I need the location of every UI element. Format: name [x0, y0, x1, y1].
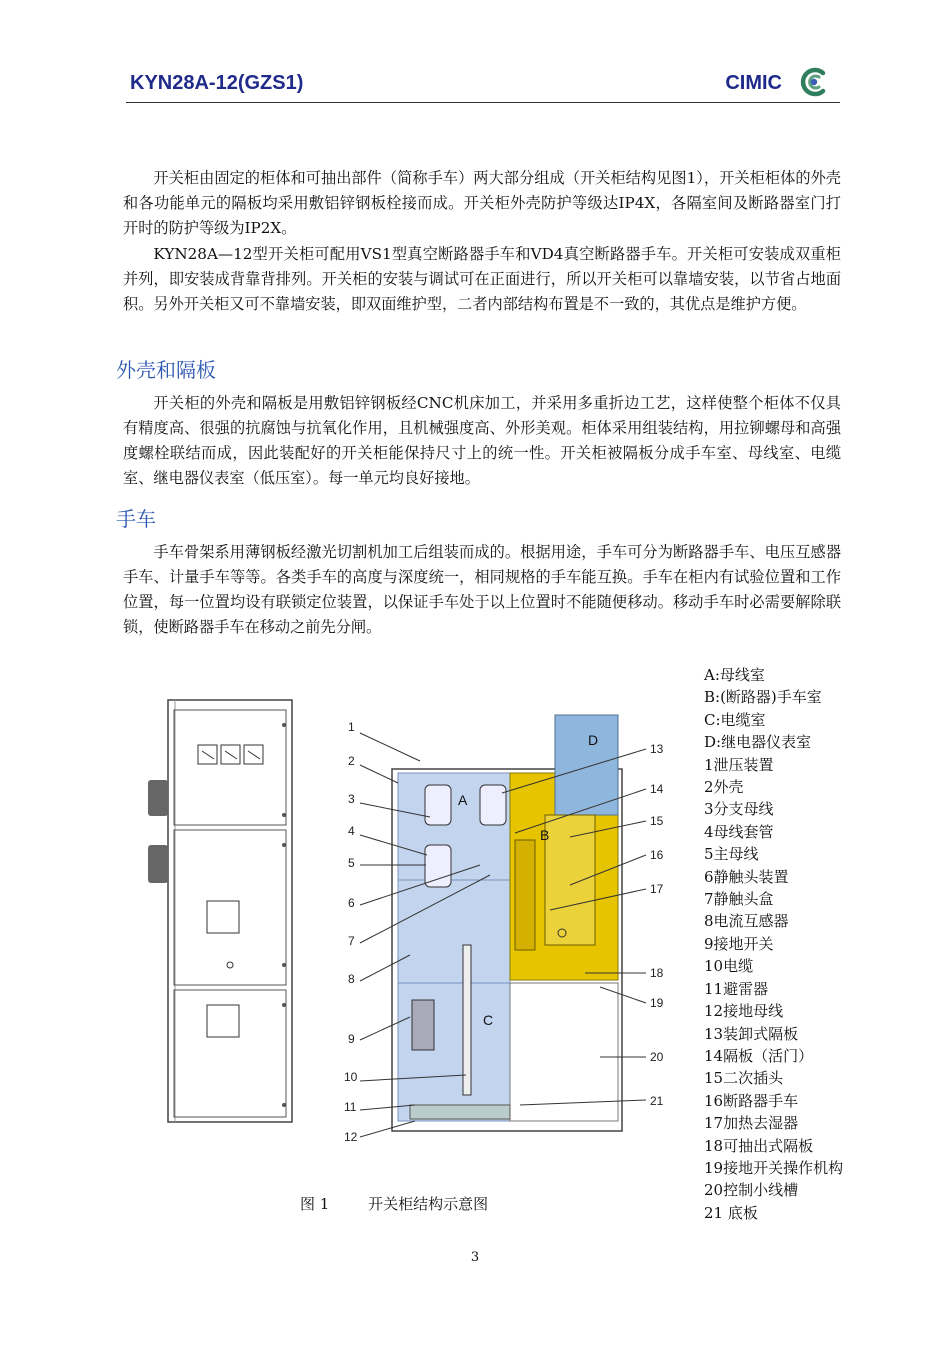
callout-14: 14 — [650, 782, 664, 796]
callout-8: 8 — [348, 972, 355, 986]
legend-item: 3分支母线 — [704, 800, 774, 819]
legend-item: 15二次插头 — [704, 1069, 784, 1088]
zone-label-d: D — [588, 732, 599, 748]
legend-item: 18可抽出式隔板 — [704, 1136, 814, 1155]
legend-item: 21 底板 — [704, 1203, 758, 1222]
callout-3: 3 — [348, 792, 355, 806]
figure-legend — [704, 664, 904, 1224]
legend-item: 19接地开关操作机构 — [704, 1158, 844, 1177]
callout-12: 12 — [344, 1130, 358, 1144]
legend-item: 2外壳 — [704, 778, 744, 797]
callout-18: 18 — [650, 966, 664, 980]
legend-item: 5主母线 — [704, 845, 759, 864]
callout-10: 10 — [344, 1070, 358, 1084]
brand-name: CIMIC — [725, 72, 782, 94]
legend-item: 17加热去湿器 — [704, 1114, 799, 1133]
legend-item: 4母线套管 — [704, 822, 774, 841]
legend-item: B:(断路器)手车室 — [704, 688, 822, 707]
cabinet-section-view — [392, 715, 622, 1131]
document-model-id: KYN28A-12(GZS1) — [130, 72, 304, 94]
callout-11: 11 — [344, 1100, 357, 1114]
page-header — [126, 62, 840, 103]
callout-17: 17 — [650, 882, 664, 896]
figure-caption — [300, 1193, 522, 1214]
figure-caption-label: 图 1 — [300, 1195, 330, 1213]
callout-21: 21 — [650, 1094, 664, 1108]
legend-item: 10电缆 — [704, 957, 754, 976]
legend-item: 20控制小线槽 — [704, 1181, 799, 1200]
callout-5: 5 — [348, 856, 355, 870]
legend-item: 9接地开关 — [704, 934, 774, 953]
callout-15: 15 — [650, 814, 664, 828]
zone-label-b: B — [540, 827, 550, 843]
legend-item: 6静触头装置 — [704, 867, 789, 886]
legend-item: 7静触头盒 — [704, 890, 774, 909]
page-number: 3 — [470, 1250, 480, 1265]
legend-item: 16断路器手车 — [704, 1091, 799, 1110]
legend-item: A:母线室 — [704, 666, 765, 684]
callout-13: 13 — [650, 742, 664, 756]
section-heading-enclosure: 外壳和隔板 — [116, 358, 216, 382]
legend-item: 8电流互感器 — [704, 912, 789, 931]
callout-20: 20 — [650, 1050, 664, 1064]
callout-1: 1 — [348, 720, 355, 734]
cabinet-front-view — [148, 700, 292, 1122]
section-heading-truck: 手车 — [116, 507, 156, 531]
legend-item: 13装卸式隔板 — [704, 1024, 799, 1043]
configuration-paragraph: KYN28A—12型开关柜可配用VS1型真空断路器手车和VD4真空断路器手车。开关柜可安装成双重柜并列，即安装成背靠背排列。开关柜的安装与调试可在正面进行，所以开关柜可以靠墙安装，以节省占地面积。另外开关柜又可不靠墙安装，即双面维护型，二者内部结构布置是不一致的，其优点是维护方便。 — [123, 245, 841, 313]
legend-item: 14隔板（活门） — [704, 1046, 814, 1065]
enclosure-paragraph: 开关柜的外壳和隔板是用敷铝锌钢板经CNC机床加工，并采用多重折边工艺，这样使整个柜体不仅具有精度高、很强的抗腐蚀与抗氧化作用，且机械强度高、外形美观。柜体采用组装结构，用拉铆螺母和高强度螺栓联结而成，因此装配好的开关柜能保持尺寸上的统一性。开关柜被隔板分成手车室、母线室、电缆室、继电器仪表室（低压室）。每一单元均良好接地。 — [123, 394, 841, 487]
intro-paragraph: 开关柜由固定的柜体和可抽出部件（简称手车）两大部分组成（开关柜结构见图1），开关柜柜体的外壳和各功能单元的隔板均采用敷铝锌钢板栓接而成。开关柜外壳防护等级达IP4X，各隔室间及断路器室门打开时的防护等级为IP2X。 — [123, 169, 841, 237]
callout-4: 4 — [348, 824, 355, 838]
callout-6: 6 — [348, 896, 355, 910]
cimic-logo-icon — [796, 64, 832, 100]
callout-19: 19 — [650, 996, 664, 1010]
zone-label-c: C — [483, 1012, 494, 1028]
callout-9: 9 — [348, 1032, 355, 1046]
legend-item: 12接地母线 — [704, 1002, 784, 1021]
figure-caption-text: 开关柜结构示意图 — [368, 1195, 489, 1213]
legend-item: 11避雷器 — [704, 979, 769, 998]
truck-paragraph: 手车骨架系用薄钢板经激光切割机加工后组装而成的。根据用途，手车可分为断路器手车、电压互感器手车、计量手车等等。各类手车的高度与深度统一，相同规格的手车能互换。手车在柜内有试验位置和工作位置，每一位置均设有联锁定位装置，以保证手车处于以上位置时不能随便移动。移动手车时必需要解除联锁，使断路器手车在移动之前先分闸。 — [123, 543, 841, 636]
legend-item: 1泄压装置 — [704, 755, 774, 774]
callout-2: 2 — [348, 754, 355, 768]
zone-label-a: A — [458, 792, 468, 808]
callout-16: 16 — [650, 848, 664, 862]
legend-item: C:电缆室 — [704, 710, 766, 729]
zone-d-relay-room — [555, 715, 618, 815]
zone-c-upper — [398, 880, 510, 983]
legend-item: D:继电器仪表室 — [704, 733, 812, 752]
callout-7: 7 — [348, 934, 355, 948]
